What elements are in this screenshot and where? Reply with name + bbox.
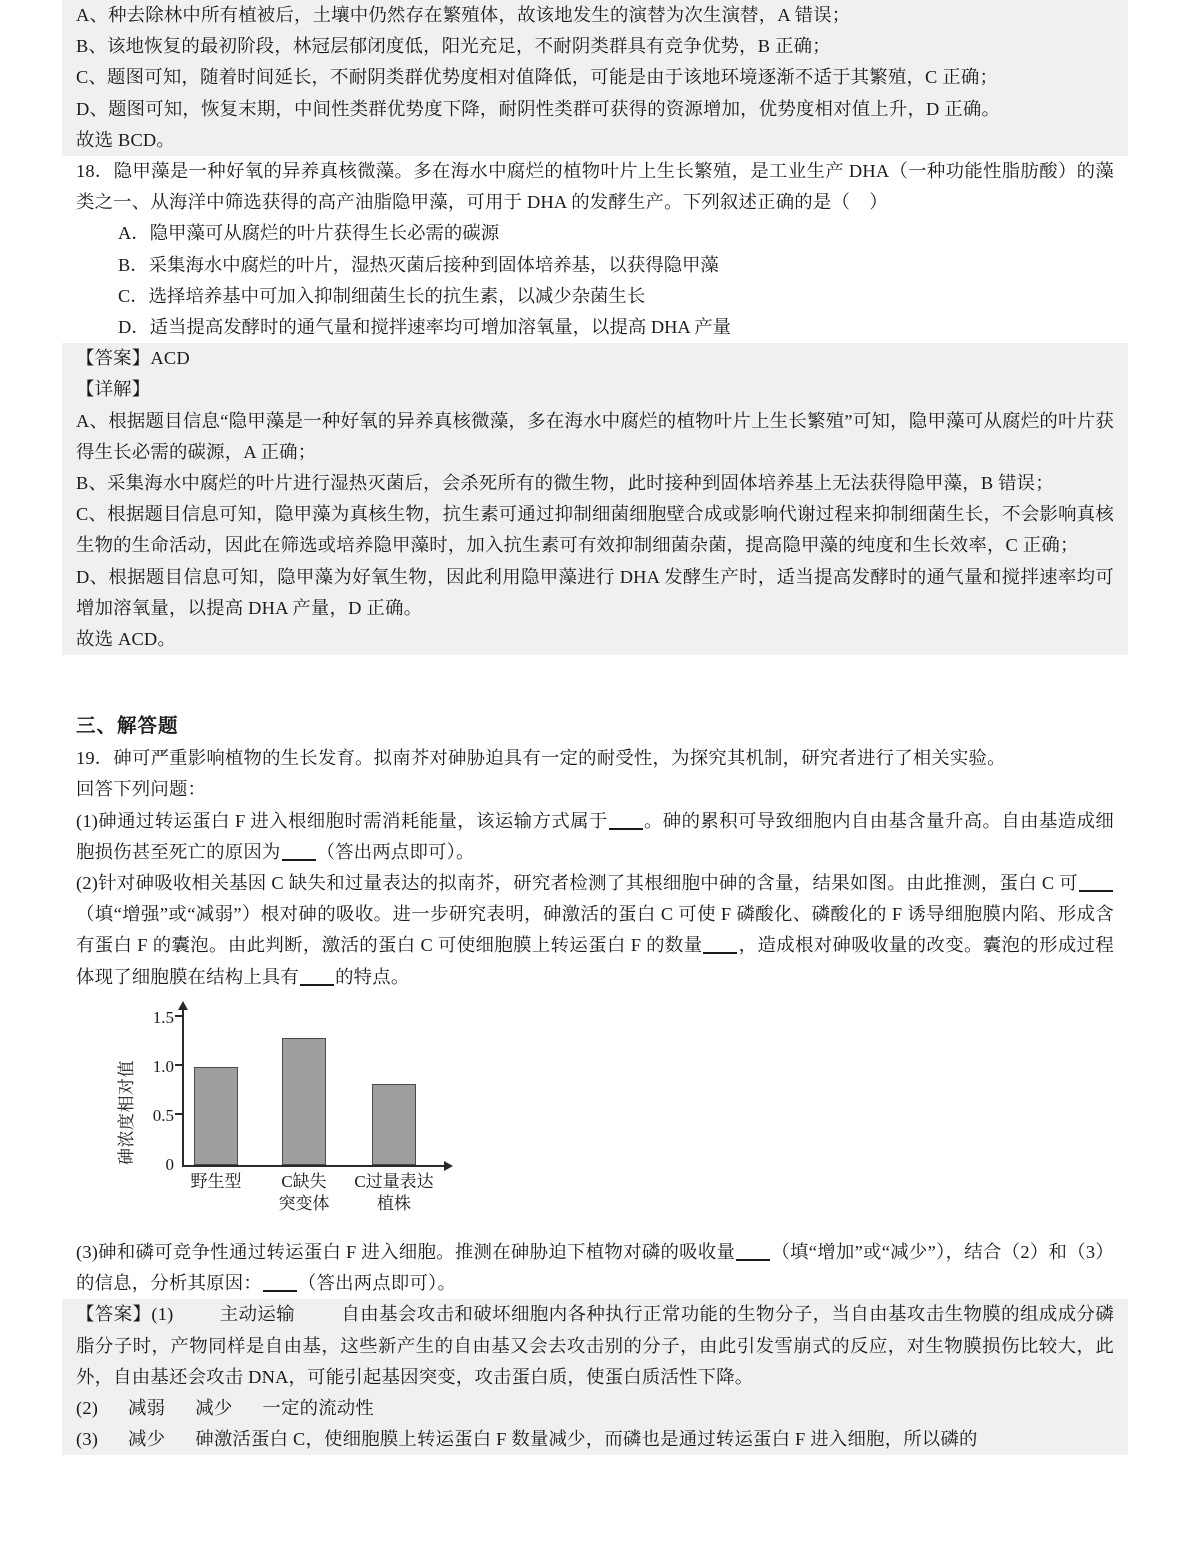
q19-answer-item3-v1: 减少	[128, 1429, 166, 1450]
q19-part1-text-c: （答出两点即可）。	[316, 841, 475, 862]
chart-bar-c-knockout	[282, 1038, 326, 1165]
q19-stem-line1: 19．砷可严重影响植物的生长发育。拟南芥对砷胁迫具有一定的耐受性，为探究其机制，研究者进行了相关实验。	[76, 748, 1006, 769]
q19-answer-item1	[76, 1299, 1114, 1393]
q18-option-a[interactable]: A．隐甲藻可从腐烂的叶片获得生长必需的碳源	[118, 223, 500, 244]
q19-stem-line2: 回答下列问题：	[76, 779, 207, 800]
chart-category-c-knockout	[252, 1171, 356, 1215]
chart-category-labels	[182, 1171, 450, 1217]
q19-part1-text-a: (1)砷通过转运蛋白 F 进入根细胞时需消耗能量，该运输方式属于	[76, 810, 608, 831]
q18-option-d[interactable]: D．适当提高发酵时的通气量和搅拌速率均可增加溶氧量，以提高 DHA 产量	[118, 317, 732, 338]
chart-category-c-overexpression-line1: C过量表达	[354, 1171, 434, 1191]
q18-stem: 18．隐甲藻是一种好氧的异养真核微藻。多在海水中腐烂的植物叶片上生长繁殖，是工业生产 DHA（一种功能性脂肪酸）的藻类之一、从海洋中筛选获得的高产油脂隐甲藻，可用于 DHA 的发酵生产。下列叙述正确的是（ ）	[76, 161, 1114, 213]
q19-part2-blank-3[interactable]	[300, 966, 334, 986]
q17-explanation-line-c: C、题图可知，随着时间延长，不耐阴类群优势度相对值降低，可能是由于该地环境逐渐不适于其繁殖，C 正确；	[76, 67, 999, 88]
q19-part2-text-a: (2)针对砷吸收相关基因 C 缺失和过量表达的拟南芥，研究者检测了其根细胞中砷的含量，结果如图。由此推测，蛋白 C 可	[76, 873, 1078, 894]
chart-y-tick-label-0000: 0	[165, 1154, 174, 1174]
q18-answer-shade	[62, 343, 1128, 655]
section-gap	[0, 655, 1190, 711]
q18-explanation-line-c: C、根据题目信息可知，隐甲藻为真核生物，抗生素可通过抑制细菌细胞壁合成或影响代谢过程来抑制细菌生长，不会影响真核生物的生命活动，因此在筛选或培养隐甲藻时，加入抗生素可有效抑制细菌杂菌，提高隐甲藻的纯度和生长效率，C 正确；	[76, 504, 1114, 556]
q19-part1-text-b: 。砷的累积可导致细胞内自由基含量升高。自由基造成细胞损伤甚至死亡的原因为	[76, 810, 1114, 862]
q19-answer-item2-num: (2)	[76, 1397, 99, 1418]
q18-option-c[interactable]: C．选择培养基中可加入抑制细菌生长的抗生素，以减少杂菌生长	[118, 285, 646, 306]
q19-part2-text-c: ，造成根对砷吸收量的改变。囊泡的形成过程体现了细胞膜在结构上具有	[76, 935, 1114, 987]
q19-part2	[76, 868, 1114, 993]
q18-explanation-conclusion: 故选 ACD。	[76, 629, 176, 650]
q19-part2-blank-1[interactable]	[1079, 872, 1113, 892]
q19-answer-label: 【答案】	[76, 1304, 152, 1325]
q18-answer-label: 【答案】	[76, 348, 151, 369]
q17-explanation-block	[62, 0, 1128, 156]
q18-block	[62, 156, 1128, 343]
chart-y-axis-title	[94, 863, 136, 1165]
q19-answer-item3-num: (3)	[76, 1429, 99, 1450]
q19-answer-item2-v1: 减弱	[128, 1397, 166, 1418]
q18-explanation-line-a: A、根据题目信息“隐甲藻是一种好氧的异养真核微藻，多在海水中腐烂的植物叶片上生长繁殖”可知，隐甲藻可从腐烂的叶片获得生长必需的碳源，A 正确；	[76, 410, 1114, 462]
chart-y-tick-label-0500: 0.5	[152, 1105, 174, 1125]
chart-gap	[0, 1223, 1190, 1237]
q18-explanation-line-d: D、根据题目信息可知，隐甲藻为好氧生物，因此利用隐甲藻进行 DHA 发酵生产时，适当提高发酵时的通气量和搅拌速率均可增加溶氧量，以提高 DHA 产量，D 正确。	[76, 566, 1114, 618]
q17-explanation-line-a: A、种去除林中所有植被后，土壤中仍然存在繁殖体，故该地发生的演替为次生演替，A 错误；	[76, 5, 851, 25]
q18-stem-wrap	[62, 156, 1128, 343]
q19-part2-blank-2[interactable]	[703, 934, 737, 954]
q19-answer-shade	[62, 1299, 1128, 1455]
q19-part3-wrap	[62, 1237, 1128, 1299]
q19-part3-block	[62, 1237, 1128, 1299]
q19-part1-blank-1[interactable]	[609, 810, 643, 830]
q19-block	[62, 743, 1128, 993]
q17-explanation-conclusion: 故选 BCD。	[76, 129, 175, 150]
q19-stem-wrap	[62, 743, 1128, 993]
q19-part1-blank-2[interactable]	[282, 841, 316, 861]
q19-answer-item2-v3: 一定的流动性	[262, 1397, 374, 1418]
q19-answer-item1-num: (1)	[151, 1304, 174, 1325]
q19-part3-text-b: （填“增加”或“减少”），结合（2）和（3）的信息，分析其原因：	[76, 1241, 1114, 1294]
q18-answer-value: ACD	[150, 348, 190, 369]
q19-answer-item2	[76, 1393, 1114, 1424]
chart-category-c-knockout-line2: 突变体	[278, 1193, 330, 1213]
q17-explanation-shade	[62, 0, 1128, 156]
q19-answer-block	[62, 1299, 1128, 1455]
q18-answer-block	[62, 343, 1128, 655]
chart-category-c-overexpression	[342, 1171, 446, 1215]
chart-y-axis-title-text: 砷浓度相对值	[117, 1059, 136, 1165]
bar-chart	[90, 1009, 460, 1217]
chart-category-c-overexpression-line2: 植株	[377, 1193, 411, 1213]
chart-category-c-knockout-line1: C缺失	[281, 1171, 327, 1191]
q19-part2-text-d: 的特点。	[335, 966, 410, 987]
q17-explanation-line-b: B、该地恢复的最初阶段，林冠层郁闭度低，阳光充足，不耐阴类群具有竞争优势，B 正确；	[76, 36, 831, 57]
chart-y-tick-label-1500: 1.5	[152, 1007, 174, 1027]
q19-answer-item1-v1: 主动运输	[219, 1304, 296, 1325]
q18-explanation-line-b: B、采集海水中腐烂的叶片进行湿热灭菌后，会杀死所有的微生物，此时接种到固体培养基上无法获得隐甲藻，B 错误；	[76, 473, 1054, 494]
q19-answer-item3	[76, 1424, 1114, 1455]
q19-part1	[76, 806, 1114, 868]
q19-answer-item2-v2: 减少	[195, 1397, 233, 1418]
q17-explanation-line-d: D、题图可知，恢复末期，中间性类群优势度下降，耐阴性类群可获得的资源增加，优势度相对值上升，D 正确。	[76, 98, 1001, 119]
q19-answer-item3-v2: 砷激活蛋白 C，使细胞膜上转运蛋白 F 数量减少，而磷也是通过转运蛋白 F 进入细胞，所以磷的	[195, 1429, 978, 1450]
chart-x-axis-line	[182, 1165, 444, 1167]
arsenic-concentration-figure	[62, 993, 1128, 1223]
chart-bar-c-overexpression	[372, 1084, 416, 1165]
q19-part3	[76, 1237, 1114, 1299]
chart-plot-area	[182, 1015, 440, 1165]
q19-answer-item1-v2: 自由基会攻击和破坏细胞内各种执行正常功能的生物分子，当自由基攻击生物膜的组成成分磷脂分子时，产物同样是自由基，这些新产生的自由基又会去攻击别的分子，由此引发雪崩式的反应，对生物膜损伤比较大，此外，自由基还会攻击 DNA，可能引起基因突变，攻击蛋白质，使蛋白质活性下降。	[76, 1304, 1114, 1387]
q18-explanation-label: 【详解】	[76, 379, 151, 400]
q19-part3-text-c: （答出两点即可）。	[297, 1273, 457, 1294]
q19-part3-blank-2[interactable]	[263, 1272, 297, 1292]
q19-part3-text-a: (3)砷和磷可竞争性通过转运蛋白 F 进入细胞。推测在砷胁迫下植物对磷的吸收量	[76, 1241, 736, 1262]
q18-answer-line	[76, 343, 1114, 374]
chart-category-wild-type-line1: 野生型	[190, 1171, 242, 1191]
chart-y-tick-label-1000: 1.0	[152, 1056, 174, 1076]
section-title: 三、解答题	[76, 716, 179, 738]
q18-option-b[interactable]: B．采集海水中腐烂的叶片，湿热灭菌后接种到固体培养基，以获得隐甲藻	[118, 254, 719, 275]
q19-part2-text-b: （填“增强”或“减弱”）根对砷的吸收。进一步研究表明，砷激活的蛋白 C 可使 F 磷酸化、磷酸化的 F 诱导细胞膜内陷、形成含有蛋白 F 的囊泡。由此判断，激活的蛋白 C 可使细胞膜上转运蛋白 F 的数量	[76, 904, 1114, 956]
chart-bar-wild-type	[194, 1067, 238, 1165]
section-header-block	[62, 711, 1128, 743]
q19-part3-blank-1[interactable]	[736, 1241, 770, 1261]
